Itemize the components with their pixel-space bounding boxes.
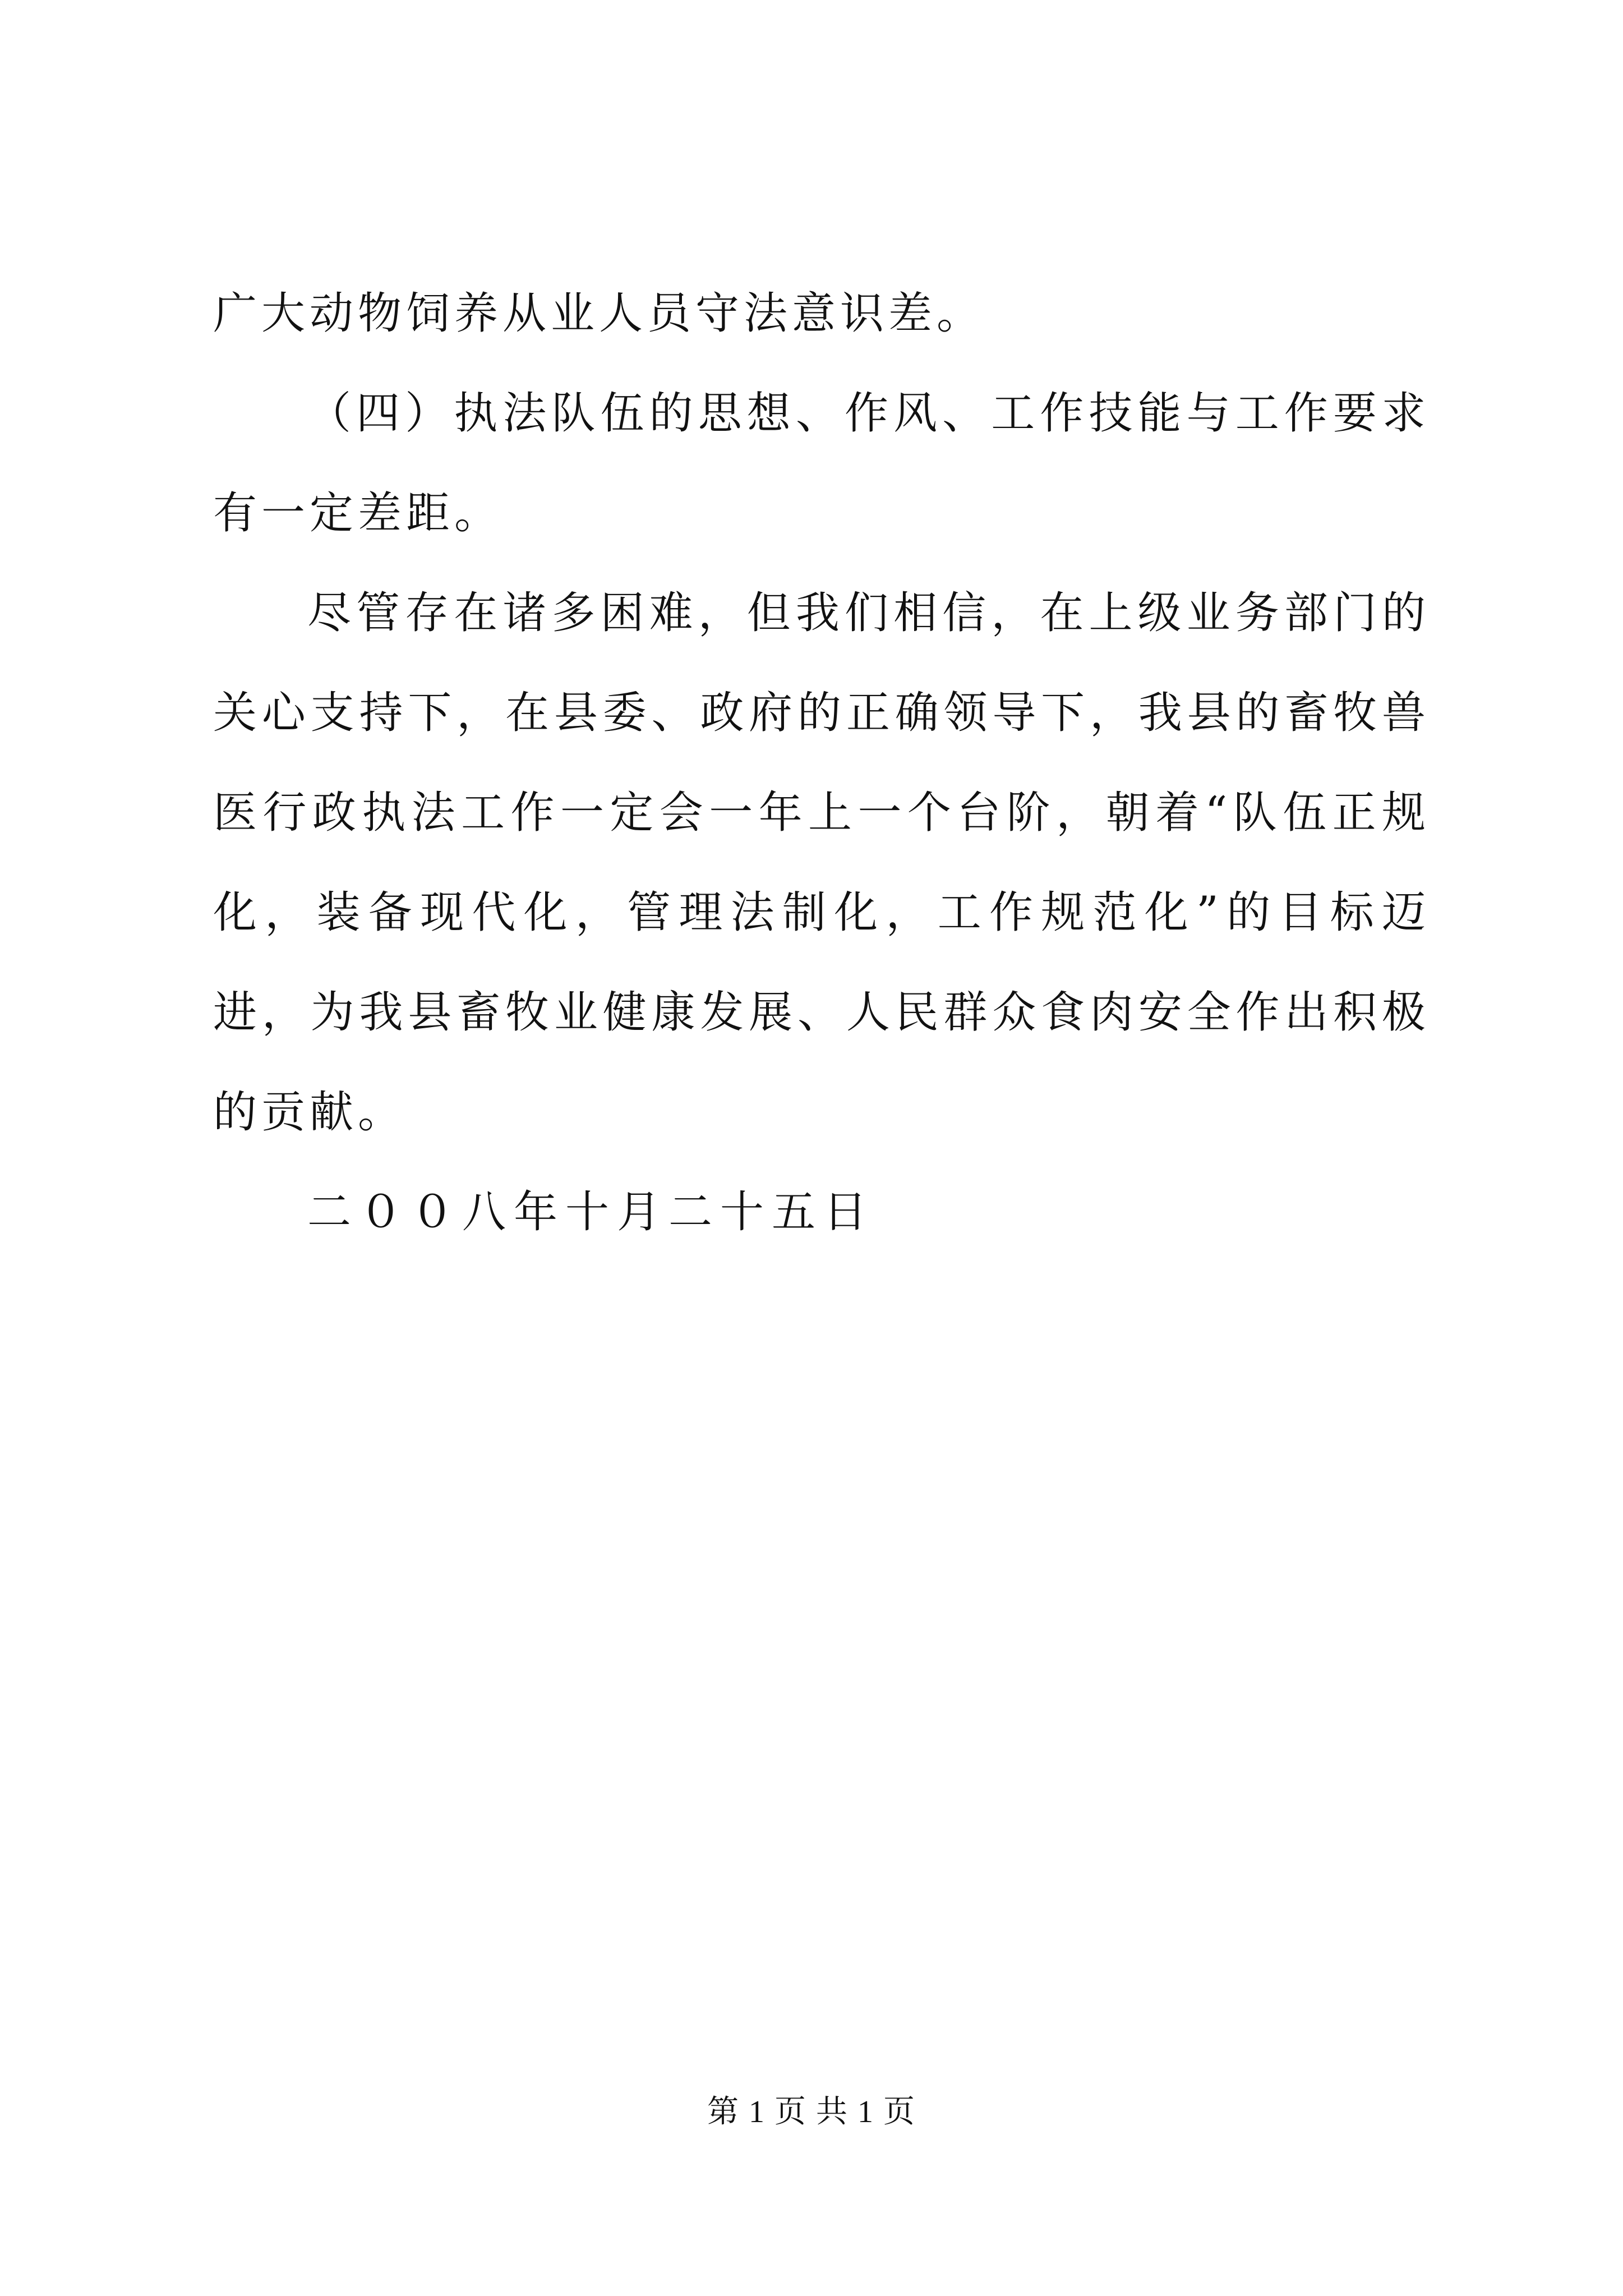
document-date: 二００八年十月二十五日	[307, 1187, 875, 1237]
paragraph-conclusion: 尽管存在诸多困难，但我们相信，在上级业务部门的关心支持下，在县委、政府的正确领导下，我县的畜牧兽医行政执法工作一定会一年上一个台阶，朝着“队伍正规化，装备现代化，管理法制化，工作规范化”的目标迈进，为我县畜牧业健康发展、人民群众食肉安全作出积极的贡献。	[213, 588, 1430, 1138]
paragraph-continuation: 广大动物饲养从业人员守法意识差。	[213, 288, 985, 339]
page-footer: 第 1 页 共 1 页	[707, 2095, 916, 2129]
paragraph-section-four: （四）执法队伍的思想、作风、工作技能与工作要求有一定差距。	[213, 388, 1430, 539]
document-body	[213, 264, 1430, 1262]
